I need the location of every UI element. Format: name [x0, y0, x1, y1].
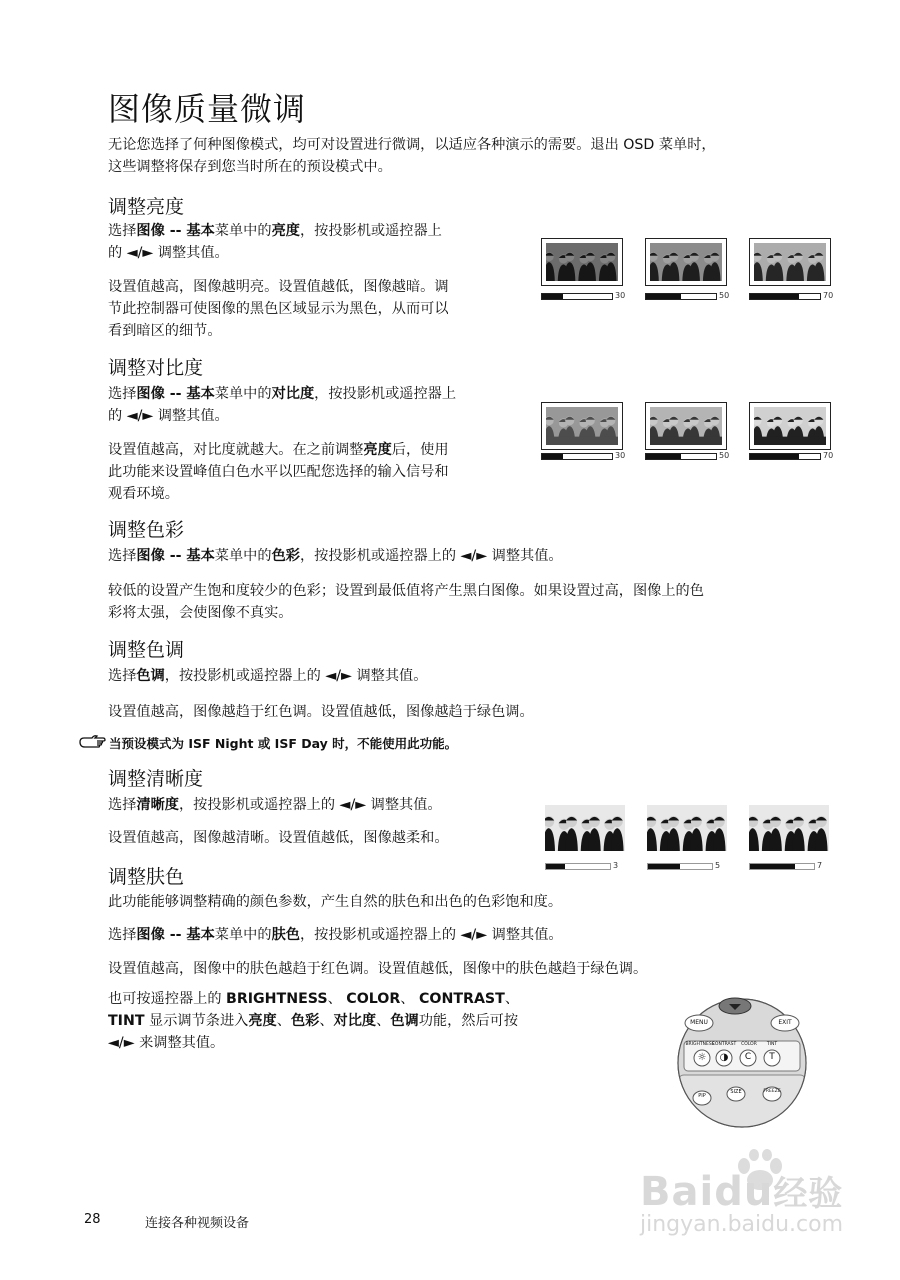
level-bar-value: 50: [719, 291, 730, 300]
intro-line: 这些调整将保存到您当时所在的预设模式中。: [108, 159, 392, 175]
level-bar-value: 30: [615, 291, 626, 300]
sample-photo-frame: [647, 805, 727, 851]
brightness-heading: 调整亮度: [108, 196, 185, 218]
tint-description: 设置值越高，图像越趋于红色调。设置值越低，图像越趋于绿色调。: [108, 704, 534, 720]
flesh-instruction: 选择图像 -- 基本菜单中的肤色，按投影机或遥控器上的 ◄/► 调整其值。: [108, 927, 563, 943]
remote-pip-button[interactable]: PIP: [698, 1093, 706, 1099]
sample-photo-frame: [541, 238, 623, 286]
tint-note: 当预设模式为 ISF Night 或 ISF Day 时，不能使用此功能。: [109, 736, 458, 751]
note-hand-icon: [78, 733, 106, 753]
level-bar-value: 3: [613, 861, 619, 870]
level-bar-value: 30: [615, 451, 626, 460]
level-bar: [749, 453, 821, 460]
half-circle-icon[interactable]: ◑: [719, 1052, 729, 1063]
flesh-heading: 调整肤色: [108, 866, 185, 888]
sample-photo: [650, 243, 722, 281]
brightness-instruction: 选择图像 -- 基本菜单中的亮度，按投影机或遥控器上 的 ◄/► 调整其值。: [108, 223, 442, 261]
level-bar-fill: [646, 294, 681, 299]
level-bar-value: 7: [817, 861, 823, 870]
remote-control-illustration: [672, 997, 812, 1129]
tint-heading: 调整色调: [108, 639, 185, 661]
remote-contrast-label: CONTRAST: [711, 1042, 737, 1047]
level-bar: [645, 293, 717, 300]
level-bar-fill: [542, 294, 563, 299]
level-bar: [645, 453, 717, 460]
flesh-paragraph-1: 此功能能够调整精确的颜色参数，产生自然的肤色和出色的色彩饱和度。: [108, 894, 563, 910]
level-bar-fill: [750, 454, 799, 459]
sample-photo-frame: [749, 805, 829, 851]
contrast-heading: 调整对比度: [108, 357, 204, 379]
brightness-description: 设置值越高，图像越明亮。设置值越低，图像越暗。调 节此控制器可使图像的黑色区域显示为黑色，从而可以 看到暗区的细节。: [108, 279, 449, 339]
remote-menu-button[interactable]: MENU: [690, 1019, 708, 1026]
page-title: 图像质量微调: [108, 90, 307, 128]
level-bar-value: 50: [719, 451, 730, 460]
sample-photo-frame: [645, 238, 727, 286]
remote-brightness-label: BRIGHTNESS: [685, 1042, 715, 1047]
level-bar-fill: [542, 454, 563, 459]
sample-photo: [650, 407, 722, 445]
sample-photo: [647, 805, 727, 851]
intro-line: 无论您选择了何种图像模式，均可对设置进行微调，以适应各种演示的需要。退出 OSD 菜单时，: [108, 137, 716, 153]
watermark-brand: Baidu经验: [640, 1169, 844, 1215]
footer-chapter: 连接各种视频设备: [145, 1216, 250, 1231]
remote-size-button[interactable]: SIZE: [730, 1089, 742, 1095]
level-bar: [647, 863, 713, 870]
level-bar: [545, 863, 611, 870]
sample-photo: [546, 243, 618, 281]
remote-color-button[interactable]: C: [744, 1052, 752, 1062]
flesh-paragraph-3: 设置值越高，图像中的肤色越趋于红色调。设置值越低，图像中的肤色越趋于绿色调。: [108, 961, 648, 977]
level-bar-fill: [750, 294, 799, 299]
level-bar-value: 70: [823, 451, 834, 460]
remote-freeze-button[interactable]: FREEZE: [763, 1089, 781, 1094]
color-instruction: 选择图像 -- 基本菜单中的色彩，按投影机或遥控器上的 ◄/► 调整其值。: [108, 548, 563, 564]
level-bar-fill: [646, 454, 681, 459]
sample-photo: [545, 805, 625, 851]
level-bar: [749, 293, 821, 300]
sample-photo-frame: [749, 402, 831, 450]
level-bar: [541, 293, 613, 300]
sample-photo: [749, 805, 829, 851]
sun-icon[interactable]: ☼: [697, 1052, 707, 1063]
remote-exit-button[interactable]: EXIT: [778, 1019, 792, 1026]
level-bar-fill: [648, 864, 680, 869]
sample-photo: [546, 407, 618, 445]
level-bar-fill: [546, 864, 565, 869]
tint-instruction: 选择色调，按投影机或遥控器上的 ◄/► 调整其值。: [108, 668, 428, 684]
sample-photo: [754, 243, 826, 281]
sharpness-description: 设置值越高，图像越清晰。设置值越低，图像越柔和。: [108, 830, 449, 846]
level-bar-value: 70: [823, 291, 834, 300]
sharpness-instruction: 选择清晰度，按投影机或遥控器上的 ◄/► 调整其值。: [108, 797, 442, 813]
remote-paragraph: 也可按遥控器上的 BRIGHTNESS、 COLOR、 CONTRAST、 TINT 显示调节条进入亮度、色彩、对比度、色调功能，然后可按 ◄/► 来调整其值。: [108, 991, 520, 1051]
contrast-description: 设置值越高，对比度就越大。在之前调整亮度后，使用 此功能来设置峰值白色水平以匹配您选择的输入信号和 观看环境。: [108, 442, 449, 502]
watermark-url: jingyan.baidu.com: [640, 1212, 844, 1237]
color-heading: 调整色彩: [108, 519, 185, 541]
remote-tint-label: TINT: [766, 1042, 778, 1047]
level-bar-fill: [750, 864, 795, 869]
remote-tint-button[interactable]: T: [769, 1052, 775, 1062]
sample-photo: [754, 407, 826, 445]
color-description: 较低的设置产生饱和度较少的色彩；设置到最低值将产生黑白图像。如果设置过高，图像上的色 彩将太强，会使图像不真实。: [108, 583, 704, 621]
remote-color-label: COLOR: [741, 1042, 757, 1047]
page-number: 28: [84, 1212, 101, 1227]
level-bar: [749, 863, 815, 870]
contrast-instruction: 选择图像 -- 基本菜单中的对比度，按投影机或遥控器上 的 ◄/► 调整其值。: [108, 386, 457, 424]
sample-photo-frame: [749, 238, 831, 286]
sharpness-heading: 调整清晰度: [108, 768, 204, 790]
intro-text: [108, 134, 848, 178]
sample-photo-frame: [541, 402, 623, 450]
sample-photo-frame: [545, 805, 625, 851]
level-bar-value: 5: [715, 861, 721, 870]
sample-photo-frame: [645, 402, 727, 450]
level-bar: [541, 453, 613, 460]
